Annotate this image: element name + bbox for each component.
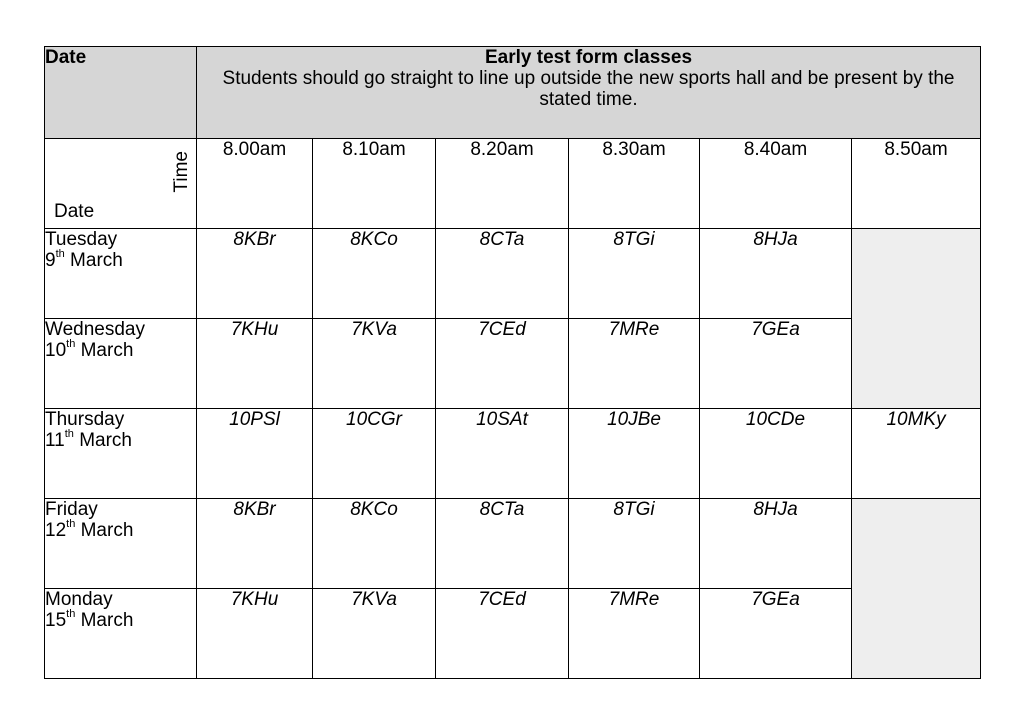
table-row: [45, 229, 981, 319]
weekday: Wednesday: [45, 319, 145, 340]
day-label: [45, 499, 197, 589]
form-class-cell: 8KCo: [313, 229, 436, 319]
form-class-cell: 8TGi: [569, 229, 700, 319]
header-date-label: Date: [45, 47, 197, 139]
table-row: [45, 589, 981, 679]
form-class-cell: 10CGr: [313, 409, 436, 499]
form-class-cell: 8CTa: [436, 229, 569, 319]
time-slot-header: 8.30am: [569, 139, 700, 229]
time-slot-header: 8.00am: [197, 139, 313, 229]
day-suffix: th: [66, 517, 76, 530]
form-class-cell: 7KVa: [313, 319, 436, 409]
weekday: Friday: [45, 499, 98, 520]
early-test-timetable: [44, 46, 981, 679]
form-class-cell: 8KBr: [197, 499, 313, 589]
day-suffix: th: [64, 427, 74, 440]
empty-slot-cell: [852, 499, 981, 679]
date: [45, 517, 196, 541]
form-class-cell: 7KVa: [313, 589, 436, 679]
day-label: [45, 319, 197, 409]
day-label: [45, 409, 197, 499]
form-class-cell: 10MKy: [852, 409, 981, 499]
form-class-cell: 10CDe: [700, 409, 852, 499]
corner-date-label: Date: [54, 201, 95, 222]
weekday: Monday: [45, 589, 113, 610]
title-cell: [197, 47, 981, 139]
day-suffix: th: [66, 607, 76, 620]
form-class-cell: 8HJa: [700, 499, 852, 589]
day-number: 9: [45, 250, 56, 271]
form-class-cell: 7MRe: [569, 589, 700, 679]
date: [45, 337, 196, 361]
table-row: [45, 319, 981, 409]
month: March: [80, 520, 134, 541]
form-class-cell: 7CEd: [436, 319, 569, 409]
form-class-cell: 7MRe: [569, 319, 700, 409]
weekday: Thursday: [45, 409, 125, 430]
table-subtitle: Students should go straight to line up outside the new sports hall and be present by the stated time.: [222, 68, 955, 110]
form-class-cell: 7KHu: [197, 319, 313, 409]
date: [45, 247, 196, 271]
form-class-cell: 8KBr: [197, 229, 313, 319]
day-suffix: th: [66, 337, 76, 350]
form-class-cell: 8CTa: [436, 499, 569, 589]
date: [45, 607, 196, 631]
corner-time-label: Time: [171, 151, 192, 193]
empty-slot-cell: [852, 229, 981, 409]
day-number: 12: [45, 520, 67, 541]
form-class-cell: 8KCo: [313, 499, 436, 589]
form-class-cell: 10SAt: [436, 409, 569, 499]
form-class-cell: 7KHu: [197, 589, 313, 679]
title-row: [45, 47, 981, 139]
form-class-cell: 7GEa: [700, 319, 852, 409]
month: March: [70, 250, 123, 271]
day-number: 10: [45, 340, 67, 361]
form-class-cell: 8TGi: [569, 499, 700, 589]
time-slot-header: 8.20am: [436, 139, 569, 229]
day-label: [45, 589, 197, 679]
table-row: [45, 409, 981, 499]
corner-cell: [45, 139, 197, 229]
day-number: 15: [45, 610, 67, 631]
form-class-cell: 10PSl: [197, 409, 313, 499]
time-slot-header: 8.50am: [852, 139, 981, 229]
table-title: Early test form classes: [485, 47, 693, 68]
day-suffix: th: [55, 247, 65, 260]
weekday: Tuesday: [45, 229, 118, 250]
form-class-cell: 7GEa: [700, 589, 852, 679]
form-class-cell: 10JBe: [569, 409, 700, 499]
month: March: [80, 610, 134, 631]
month: March: [80, 340, 134, 361]
time-slot-header: 8.10am: [313, 139, 436, 229]
form-class-cell: 7CEd: [436, 589, 569, 679]
month: March: [79, 430, 132, 451]
day-label: [45, 229, 197, 319]
time-slot-header: 8.40am: [700, 139, 852, 229]
table-row: [45, 499, 981, 589]
date: [45, 427, 196, 451]
time-header-row: [45, 139, 981, 229]
form-class-cell: 8HJa: [700, 229, 852, 319]
day-number: 11: [45, 430, 65, 451]
